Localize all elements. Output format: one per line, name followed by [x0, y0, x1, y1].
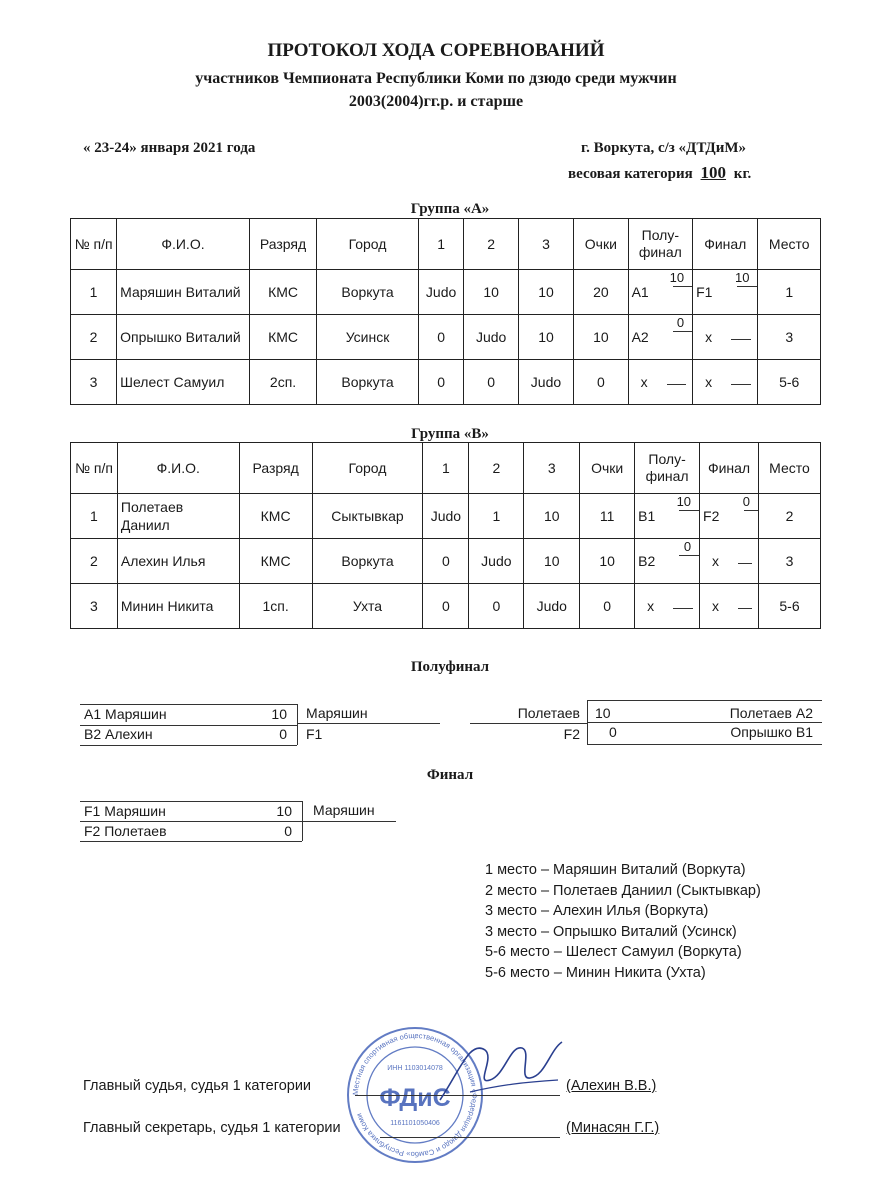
semifinal-right-code: F2 [563, 726, 580, 742]
bracket-score: 0 [683, 539, 692, 554]
column-header: 2 [464, 219, 518, 270]
column-header: Место [758, 219, 821, 270]
result-line: 3 место – Опрышко Виталий (Усинск) [485, 923, 737, 940]
athlete-name: Опрышко Виталий [117, 315, 250, 360]
no-advance-mark: x [705, 374, 713, 390]
athlete-rank: КМС [239, 494, 312, 539]
column-header: № п/п [71, 443, 118, 494]
column-header: 3 [518, 219, 573, 270]
bout-3-result: 10 [518, 270, 573, 315]
bout-1-result: Judo [423, 494, 469, 539]
column-header: 1 [418, 219, 464, 270]
semifinal-left-winner: Маряшин [306, 705, 368, 721]
row-number: 2 [71, 315, 117, 360]
athlete-name: Шелест Самуил [117, 360, 250, 405]
document-subtitle-years: 2003(2004)гг.р. и старше [348, 93, 524, 110]
semifinal-title: Полуфинал [410, 659, 490, 675]
competitor-score: 0 [284, 823, 292, 839]
table-row [71, 539, 821, 584]
stamp-ogrn: 1161101050406 [390, 1120, 440, 1127]
semifinal-left-code: F1 [306, 726, 323, 742]
athlete-rank: КМС [249, 270, 316, 315]
group-b-table [70, 442, 821, 629]
athlete-rank: КМС [249, 315, 316, 360]
bout-3-result: 10 [524, 494, 580, 539]
column-header: Город [317, 219, 418, 270]
competitor-score: 0 [279, 726, 287, 742]
athlete-rank: 2сп. [249, 360, 316, 405]
result-line: 2 место – Полетаев Даниил (Сыктывкар) [485, 882, 761, 899]
final-cell [693, 360, 758, 405]
place: 2 [759, 494, 821, 539]
semifinal-cell [628, 360, 692, 405]
column-header: Финал [700, 443, 759, 494]
bracket-code: A2 [631, 329, 649, 345]
no-advance-mark: x [712, 553, 720, 569]
bout-1-result: 0 [418, 360, 464, 405]
weight-prefix: весовая категория [568, 166, 693, 182]
results-list [485, 860, 761, 984]
athlete-name: Маряшин Виталий [117, 270, 250, 315]
place: 5-6 [759, 584, 821, 629]
bout-1-result: 0 [423, 539, 469, 584]
bout-2-result: 0 [469, 584, 524, 629]
final-title: Финал [426, 767, 474, 783]
athlete-name: Алехин Илья [117, 539, 239, 584]
event-location: г. Воркута, с/з «ДТДиМ» [581, 140, 747, 156]
bracket-score: 10 [676, 494, 692, 509]
athlete-city: Воркута [317, 270, 418, 315]
athlete-city: Ухта [312, 584, 423, 629]
document-subtitle: участников Чемпионата Республики Коми по дзюдо среди мужчин [195, 70, 677, 87]
row-number: 3 [71, 360, 117, 405]
chief-judge-role: Главный судья, судья 1 категории [83, 1078, 312, 1094]
column-header: Финал [693, 219, 758, 270]
bout-2-result: Judo [464, 315, 518, 360]
column-header: Ф.И.О. [117, 219, 250, 270]
column-header: Разряд [239, 443, 312, 494]
bracket-code: F2 [703, 508, 720, 524]
semifinal-cell [635, 584, 700, 629]
row-number: 2 [71, 539, 118, 584]
semifinal-right-winner: Полетаев [517, 705, 580, 721]
points: 11 [580, 494, 635, 539]
bracket-code: F1 [696, 284, 713, 300]
row-number: 1 [71, 270, 117, 315]
place: 1 [758, 270, 821, 315]
semifinal-left-top [84, 704, 291, 725]
points: 10 [574, 315, 628, 360]
bracket-code: B1 [638, 508, 656, 524]
column-header: Город [312, 443, 423, 494]
final-bottom [84, 821, 296, 842]
athlete-name: Полетаев Даниил [117, 494, 239, 539]
bout-1-result: Judo [418, 270, 464, 315]
column-header: Разряд [249, 219, 316, 270]
row-number: 1 [71, 494, 118, 539]
place: 5-6 [758, 360, 821, 405]
group-a-title: Группа «А» [410, 201, 490, 217]
bout-3-result: 10 [518, 315, 573, 360]
table-row [71, 360, 821, 405]
bout-1-result: 0 [423, 584, 469, 629]
row-number: 3 [71, 584, 118, 629]
bracket-code: B2 [638, 553, 656, 569]
bracket-code: A1 [631, 284, 649, 300]
competitor-score: 0 [609, 724, 617, 740]
points: 20 [574, 270, 628, 315]
weight-category [568, 163, 751, 183]
column-header: Место [759, 443, 821, 494]
result-line: 5-6 место – Шелест Самуил (Воркута) [485, 944, 742, 961]
column-header: Очки [580, 443, 635, 494]
stamp-logo: ФДиС [379, 1084, 451, 1112]
athlete-rank: КМС [239, 539, 312, 584]
athlete-city: Сыктывкар [312, 494, 423, 539]
chief-secretary-role: Главный секретарь, судья 1 категории [83, 1120, 341, 1136]
column-header: Полу-финал [628, 219, 692, 270]
bout-2-result: 1 [469, 494, 524, 539]
no-advance-mark: x [712, 598, 720, 614]
athlete-name: Минин Никита [117, 584, 239, 629]
competitor-name: А1 Маряшин [84, 706, 167, 722]
document-title: ПРОТОКОЛ ХОДА СОРЕВНОВАНИЙ [267, 40, 605, 61]
points: 0 [580, 584, 635, 629]
column-header: 3 [524, 443, 580, 494]
final-cell [700, 539, 759, 584]
competitor-name: Опрышко В1 [730, 724, 813, 740]
semifinal-cell [635, 539, 700, 584]
competitor-name: В2 Алехин [84, 726, 153, 742]
bout-3-result: Judo [518, 360, 573, 405]
competitor-score: 10 [276, 803, 292, 819]
no-advance-mark: x [640, 374, 648, 390]
final-top [84, 801, 296, 822]
points: 10 [580, 539, 635, 584]
table-row [71, 584, 821, 629]
competitor-name: F2 Полетаев [84, 823, 167, 839]
athlete-rank: 1сп. [239, 584, 312, 629]
competitor-score: 10 [271, 706, 287, 722]
event-date: « 23-24» января 2021 года [83, 140, 256, 156]
final-winner: Маряшин [313, 802, 375, 818]
no-advance-mark: x [705, 329, 713, 345]
column-header: № п/п [71, 219, 117, 270]
bout-2-result: 10 [464, 270, 518, 315]
semifinal-right-top [595, 703, 817, 724]
athlete-city: Воркута [317, 360, 418, 405]
bout-2-result: 0 [464, 360, 518, 405]
bracket-score: 10 [669, 270, 685, 285]
bracket-score: 10 [735, 270, 750, 285]
semifinal-left-bottom [84, 724, 291, 745]
final-cell [700, 494, 759, 539]
column-header: Полу-финал [635, 443, 700, 494]
result-line: 5-6 место – Минин Никита (Ухта) [485, 964, 706, 981]
column-header: 2 [469, 443, 524, 494]
bout-3-result: 10 [524, 539, 580, 584]
place: 3 [758, 315, 821, 360]
final-cell [700, 584, 759, 629]
weight-value: 100 [700, 163, 727, 182]
competitor-score: 10 [595, 705, 611, 721]
column-header: 1 [423, 443, 469, 494]
stamp-ring-text: Местная спортивная общественная организация «Федерация Дзюдо и Самбо» Республика Коми [350, 1030, 480, 1160]
bracket-score: 0 [676, 315, 685, 330]
chief-secretary-name: (Минасян Г.Г.) [566, 1120, 660, 1136]
semifinal-cell [628, 315, 692, 360]
weight-suffix: кг. [733, 166, 752, 182]
semifinal-cell [635, 494, 700, 539]
athlete-city: Усинск [317, 315, 418, 360]
table-row [71, 315, 821, 360]
competitor-name: F1 Маряшин [84, 803, 166, 819]
result-line: 1 место – Маряшин Виталий (Воркута) [485, 862, 746, 878]
table-row [71, 494, 821, 539]
competitor-name: Полетаев А2 [729, 705, 813, 721]
table-row [71, 270, 821, 315]
place: 3 [759, 539, 821, 584]
bout-1-result: 0 [418, 315, 464, 360]
group-b-title: Группа «В» [411, 426, 489, 442]
group-a-table [70, 218, 821, 405]
points: 0 [574, 360, 628, 405]
bout-2-result: Judo [469, 539, 524, 584]
no-advance-mark: x [647, 598, 655, 614]
stamp-inn: ИНН 1103014078 [387, 1065, 443, 1072]
semifinal-right-bottom [609, 722, 817, 743]
result-line: 3 место – Алехин Илья (Воркута) [485, 903, 709, 920]
athlete-city: Воркута [312, 539, 423, 584]
final-cell [693, 315, 758, 360]
final-cell [693, 270, 758, 315]
bout-3-result: Judo [524, 584, 580, 629]
bracket-score: 0 [742, 494, 750, 509]
column-header: Ф.И.О. [117, 443, 239, 494]
handwritten-signature [430, 1030, 570, 1110]
chief-judge-name: (Алехин В.В.) [566, 1078, 657, 1094]
column-header: Очки [574, 219, 628, 270]
semifinal-cell [628, 270, 692, 315]
